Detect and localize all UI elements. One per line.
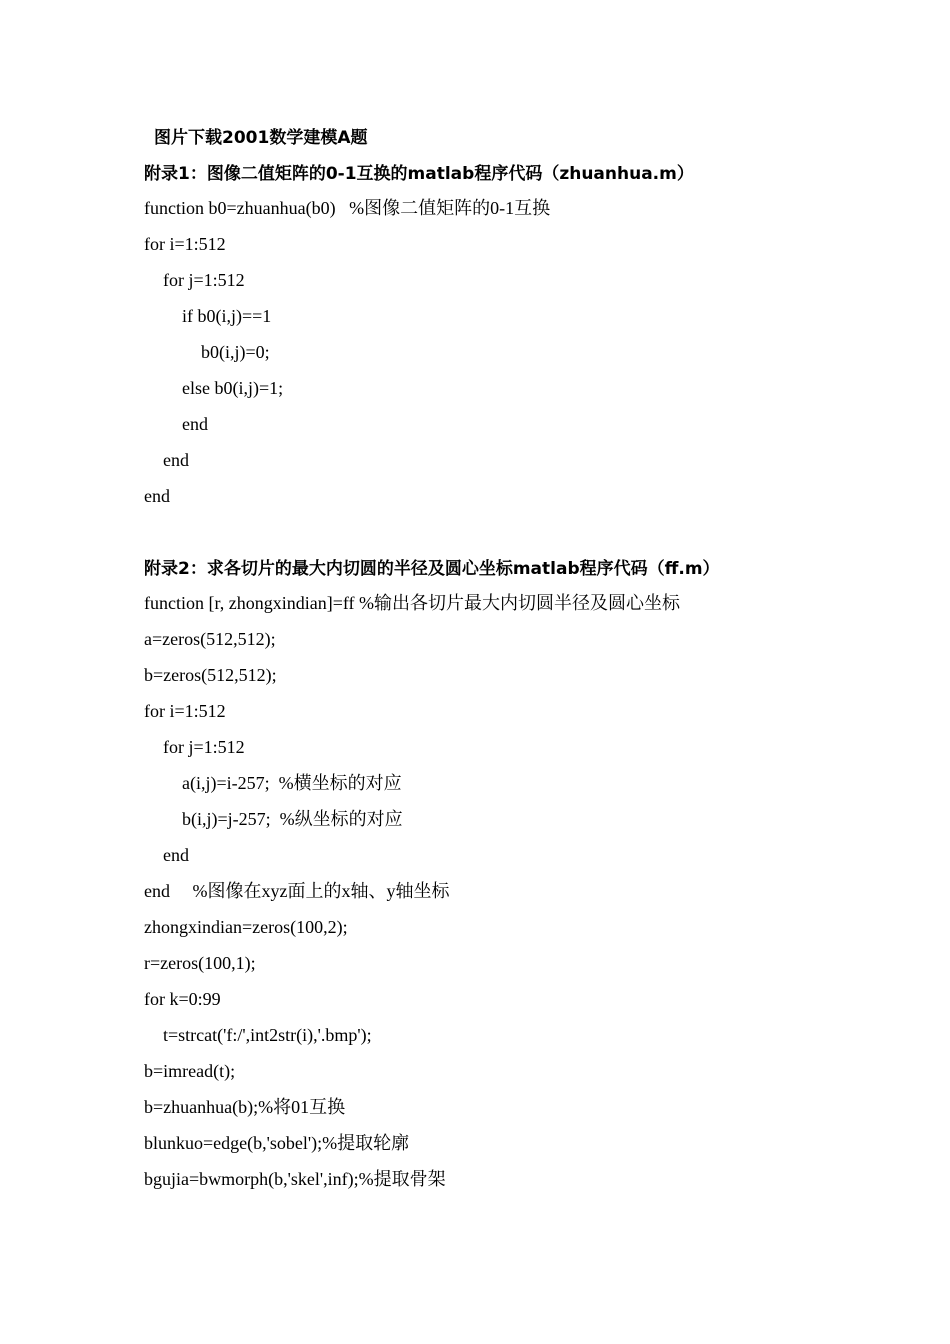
code-line: r=zeros(100,1); — [144, 953, 256, 973]
code-line: end %图像在xyz面上的x轴、y轴坐标 — [144, 881, 450, 901]
code-line: end — [144, 486, 170, 506]
appendix1-heading: 附录1：图像二值矩阵的0-1互换的matlab程序代码（zhuanhua.m） — [144, 164, 694, 184]
code-line: b=zeros(512,512); — [144, 665, 277, 685]
code-line: function b0=zhuanhua(b0) %图像二值矩阵的0-1互换 — [144, 198, 551, 218]
code-line: t=strcat('f:/',int2str(i),'.bmp'); — [163, 1025, 372, 1045]
code-line: for i=1:512 — [144, 701, 226, 721]
code-line: blunkuo=edge(b,'sobel');%提取轮廓 — [144, 1133, 410, 1153]
appendix2-heading: 附录2：求各切片的最大内切圆的半径及圆心坐标matlab程序代码（ff.m） — [144, 559, 720, 579]
code-line: for j=1:512 — [163, 737, 245, 757]
code-line: else b0(i,j)=1; — [182, 378, 284, 398]
code-line: if b0(i,j)==1 — [182, 306, 272, 326]
code-line: b=zhuanhua(b);%将01互换 — [144, 1097, 346, 1117]
code-line: function [r, zhongxindian]=ff %输出各切片最大内切圆半径及圆心坐标 — [144, 593, 681, 613]
code-line: bgujia=bwmorph(b,'skel',inf);%提取骨架 — [144, 1169, 446, 1189]
code-line: for k=0:99 — [144, 989, 221, 1009]
code-line: a=zeros(512,512); — [144, 629, 276, 649]
code-line: for j=1:512 — [163, 270, 245, 290]
document-title: 图片下载2001数学建模A题 — [154, 128, 368, 148]
code-line: a(i,j)=i-257; %横坐标的对应 — [182, 773, 402, 793]
code-line: end — [163, 450, 189, 470]
code-line: zhongxindian=zeros(100,2); — [144, 917, 348, 937]
code-line: b(i,j)=j-257; %纵坐标的对应 — [182, 809, 403, 829]
code-line: b0(i,j)=0; — [201, 342, 270, 362]
code-line: end — [182, 414, 208, 434]
code-line: for i=1:512 — [144, 234, 226, 254]
code-line: b=imread(t); — [144, 1061, 236, 1081]
code-line: end — [163, 845, 189, 865]
